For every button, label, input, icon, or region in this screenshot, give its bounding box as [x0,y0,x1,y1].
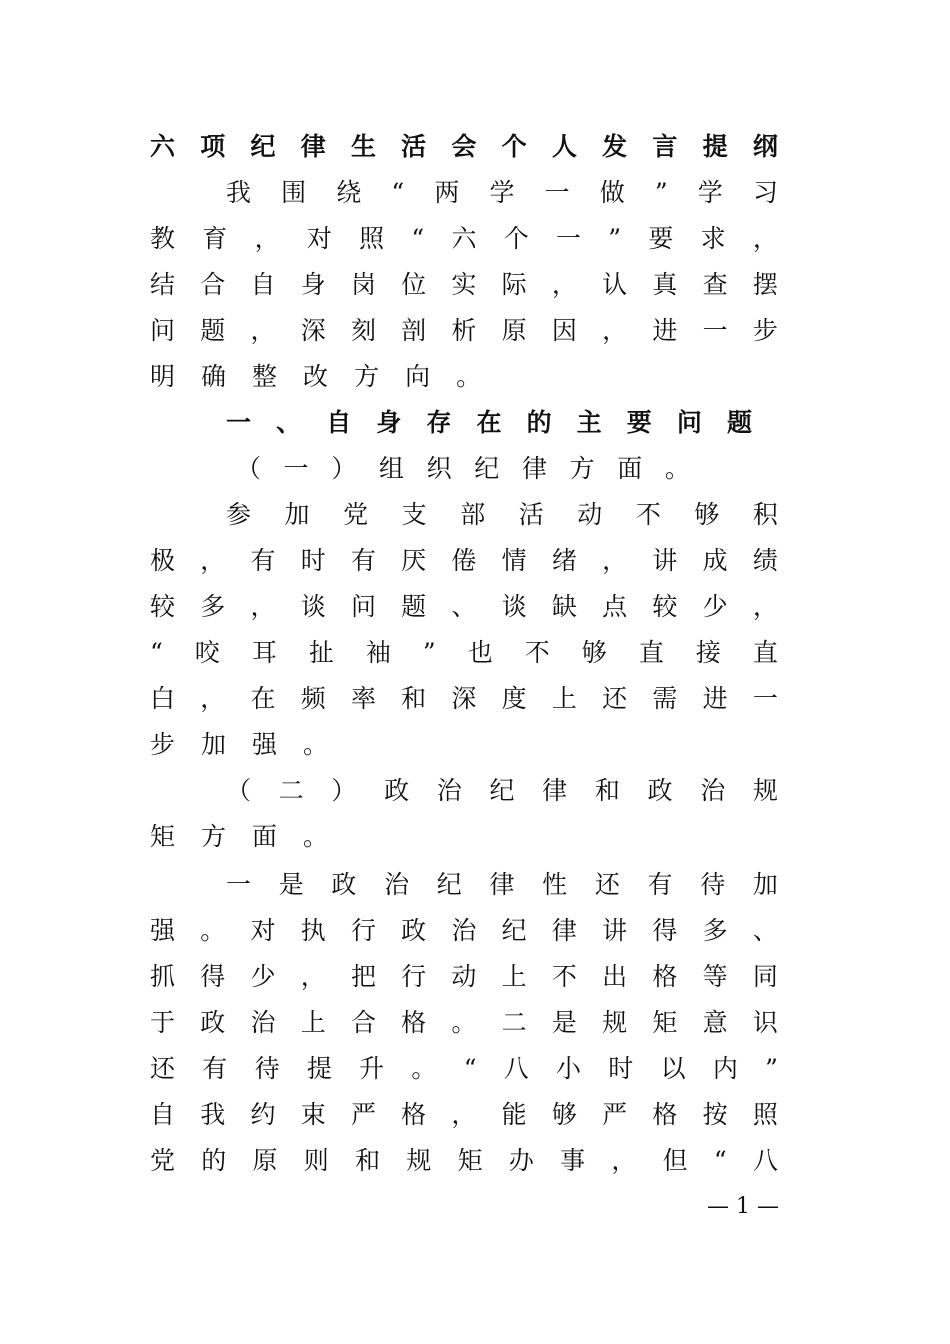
text-char: 频 [300,684,326,713]
text-char: 查 [702,270,728,299]
text-char: 岗 [350,270,376,299]
text-char: （ [226,776,252,805]
text-char: 则 [303,1146,329,1175]
text-char: 行 [350,916,376,945]
text-char: 和 [401,684,427,713]
text-char: 方 [201,822,227,851]
text-char: 问 [350,592,376,621]
text-char: 活 [401,132,427,161]
text-char: 事 [560,1146,586,1175]
text-char: 纪 [436,870,462,899]
text-char: “ [411,224,425,253]
text-char: 。 [451,1008,477,1037]
text-char: 在 [476,408,502,437]
text-char: 加 [201,730,227,759]
text-char: 够 [694,500,720,529]
text-char: 加 [284,500,310,529]
text-char: 一 [702,316,728,345]
text-char: 主 [576,408,602,437]
text-char: 治 [451,916,477,945]
text-char: 、 [276,408,302,437]
text-char: 党 [150,1146,176,1175]
text-char: 严 [602,1100,628,1129]
text-char: 方 [354,362,380,391]
text-char: 政 [200,1008,226,1037]
text-char: 抓 [150,962,176,991]
text-char: 照 [752,1100,778,1129]
text-char: “ [391,178,405,207]
text-char: ， [752,224,778,253]
text-char: 律 [489,870,515,899]
text-char: 和 [355,1146,381,1175]
text-char: 上 [551,684,577,713]
text-char: 有 [350,546,376,575]
text-char: 提 [306,1054,332,1083]
text-char: 刻 [350,316,376,345]
text-char: 实 [451,270,477,299]
text-char: 一 [544,178,570,207]
text-char: ” [422,638,436,667]
text-char: ” [765,1054,778,1083]
section-heading [226,400,752,446]
text-char: 步 [150,730,176,759]
text-char: 律 [551,916,577,945]
text-char: ， [250,592,276,621]
text-char: 绪 [551,546,577,575]
text-char: ， [551,270,577,299]
text-char: 际 [501,270,527,299]
text-char: 发 [602,132,628,161]
text-char: 两 [434,178,460,207]
text-char: 直 [638,638,664,667]
text-char: 治 [384,870,410,899]
text-char: 性 [542,870,568,899]
text-char: 纲 [752,132,778,161]
text-char: 身 [300,270,326,299]
paragraph-line [150,722,778,768]
text-char: 情 [501,546,527,575]
text-char: ） [331,454,357,483]
paragraph-line [150,354,778,400]
text-char: 二 [278,776,304,805]
text-char: 咬 [194,638,220,667]
text-char: 格 [401,1008,427,1037]
text-char: 办 [508,1146,534,1175]
text-char: 约 [250,1100,276,1129]
text-char: 意 [702,1008,728,1037]
text-char: 自 [250,270,276,299]
text-char: 政 [401,916,427,945]
text-char: 和 [594,776,620,805]
text-char: 倦 [451,546,477,575]
text-char: ， [300,962,326,991]
text-char: 上 [300,1008,326,1037]
text-char: 题 [200,316,226,345]
text-char: 得 [652,916,678,945]
text-char: 同 [752,962,778,991]
text-char: 一 [226,870,252,899]
text-char: 位 [401,270,427,299]
text-char: 缺 [551,592,577,621]
text-char: 还 [150,1054,176,1083]
text-char: 出 [602,962,628,991]
text-char: 律 [300,132,326,161]
text-char: 袖 [365,638,391,667]
text-char: 绩 [752,546,778,575]
text-char: 度 [501,684,527,713]
text-char: “ [150,638,163,667]
text-char: 政 [331,870,357,899]
text-char: 教 [150,224,176,253]
text-char: 有 [202,1054,228,1083]
text-char: 言 [652,132,678,161]
text-char: 升 [359,1054,385,1083]
text-char: 题 [401,592,427,621]
text-char: 律 [521,454,547,483]
text-char: 但 [662,1146,688,1175]
text-char: 等 [702,962,728,991]
text-char: 一 [556,224,582,253]
text-char: 认 [602,270,628,299]
text-char: 改 [303,362,329,391]
text-char: 治 [700,776,726,805]
paragraph-line [150,1000,778,1046]
text-char: 部 [460,500,486,529]
text-char: 严 [350,1100,376,1129]
text-char: ， [602,316,628,345]
text-char: 析 [451,316,477,345]
text-char: 步 [752,316,778,345]
text-char: 我 [200,1100,226,1129]
text-char: 八 [503,1054,529,1083]
text-char: 对 [250,916,276,945]
text-char: 进 [652,316,678,345]
text-char: 矩 [457,1146,483,1175]
text-char: 矩 [652,1008,678,1037]
text-char: 身 [376,408,402,437]
text-char: 是 [551,1008,577,1037]
text-char: 谈 [501,592,527,621]
text-char: “ [713,1146,727,1175]
text-char: 求 [700,224,726,253]
text-char: 束 [300,1100,326,1129]
text-char: 题 [726,408,752,437]
text-char: ， [611,1146,637,1175]
text-char: 活 [518,500,544,529]
text-char: 不 [635,500,661,529]
paragraph-line [150,954,778,1000]
text-char: 组 [378,454,404,483]
text-char: 矩 [150,822,176,851]
text-char: 。 [200,916,226,945]
text-char: 、 [451,592,477,621]
text-char: 个 [503,224,529,253]
text-char: 织 [426,454,452,483]
paragraph-line [150,908,778,954]
text-char: 问 [676,408,702,437]
text-char: 因 [551,316,577,345]
text-char: 明 [150,362,176,391]
text-char: 合 [350,1008,376,1037]
text-char: 需 [652,684,678,713]
text-char: ， [254,224,280,253]
text-char: 。 [456,362,482,391]
text-char: 纪 [489,776,515,805]
text-char: 规 [406,1146,432,1175]
text-char: 党 [343,500,369,529]
text-char: 育 [202,224,228,253]
text-char: 讲 [602,916,628,945]
text-char: 学 [489,178,515,207]
text-char: 。 [411,1054,437,1083]
text-char: 点 [602,592,628,621]
text-char: （ [236,454,262,483]
text-char: 于 [150,1008,176,1037]
text-char: 进 [702,684,728,713]
text-char: 在 [250,684,276,713]
text-char: 时 [300,546,326,575]
text-char: 的 [526,408,552,437]
text-char: 我 [226,178,252,207]
text-char: 成 [702,546,728,575]
text-char: 有 [250,546,276,575]
text-char: ， [200,546,226,575]
text-char: 多 [200,592,226,621]
text-char: 方 [569,454,595,483]
text-char: ） [331,776,357,805]
paragraph-line [150,1046,778,1092]
paragraph-line [150,216,778,262]
text-char: 规 [602,1008,628,1037]
text-char: 加 [752,870,778,899]
text-char: 待 [254,1054,280,1083]
paragraph-line [226,170,778,216]
text-char: 深 [451,684,477,713]
text-char: 提 [702,132,728,161]
text-char: 要 [626,408,652,437]
text-char: 八 [752,1146,778,1175]
text-char: 剖 [401,316,427,345]
text-char: 以 [660,1054,686,1083]
text-char: 律 [542,776,568,805]
text-char: 。 [664,454,690,483]
text-char: 不 [551,962,577,991]
paragraph-line [226,862,778,908]
text-char: 二 [501,1008,527,1037]
text-char: 问 [150,316,176,345]
text-char: 真 [652,270,678,299]
text-char: ” [608,224,622,253]
text-char: 接 [695,638,721,667]
text-char: 较 [150,592,176,621]
text-char: 执 [300,916,326,945]
text-char: 六 [150,132,176,161]
subsection-heading [226,768,778,814]
text-char: 纪 [474,454,500,483]
text-char: 还 [602,684,628,713]
text-char: 内 [712,1054,738,1083]
text-char: 人 [551,132,577,161]
text-char: 存 [426,408,452,437]
paragraph-line [150,538,778,584]
text-char: 治 [250,1008,276,1037]
text-char: 有 [647,870,673,899]
paragraph-line [150,630,778,676]
text-char: 自 [326,408,352,437]
text-char: 一 [283,454,309,483]
text-char: 。 [303,822,329,851]
text-char: 一 [752,684,778,713]
text-char: 谈 [300,592,326,621]
text-char: 白 [150,684,176,713]
text-char: 个 [501,132,527,161]
text-char: 整 [252,362,278,391]
text-char: 对 [306,224,332,253]
paragraph-line [150,308,778,354]
text-char: 生 [350,132,376,161]
text-char: 耳 [251,638,277,667]
text-char: 会 [451,132,477,161]
text-char: 少 [702,592,728,621]
text-char: 把 [350,962,376,991]
text-char: 做 [599,178,625,207]
text-char: 的 [201,1146,227,1175]
text-char: 格 [652,962,678,991]
text-char: 行 [401,962,427,991]
text-char: 较 [652,592,678,621]
text-char: 不 [524,638,550,667]
text-char: 讲 [652,546,678,575]
text-char: 原 [501,316,527,345]
paragraph-line [226,492,778,538]
text-char: 格 [652,1100,678,1129]
text-char: 纪 [250,132,276,161]
text-char: 原 [252,1146,278,1175]
text-char: ” [654,178,668,207]
subsection-heading [236,446,690,492]
text-char: 够 [551,1100,577,1129]
text-char: ， [200,684,226,713]
text-char: 够 [581,638,607,667]
text-char: 规 [752,776,778,805]
text-char: 向 [405,362,431,391]
text-char: ， [602,546,628,575]
text-char: 支 [401,500,427,529]
text-char: 积 [752,500,778,529]
subsection-heading [150,814,778,860]
paragraph-line [150,1138,778,1184]
document-title [150,124,778,170]
text-char: 动 [451,962,477,991]
text-char: 一 [226,408,252,437]
text-char: 纪 [501,916,527,945]
text-char: 待 [700,870,726,899]
text-char: 率 [350,684,376,713]
text-char: 多 [702,916,728,945]
text-char: 绕 [336,178,362,207]
text-char: ， [451,1100,477,1129]
text-char: 合 [200,270,226,299]
text-char: 六 [451,224,477,253]
text-char: 也 [467,638,493,667]
text-char: 得 [200,962,226,991]
text-char: 结 [150,270,176,299]
text-char: 强 [150,916,176,945]
text-char: 学 [697,178,723,207]
text-char: 上 [501,962,527,991]
text-char: 政 [384,776,410,805]
text-char: 治 [436,776,462,805]
page-number: — 1 — [707,1194,779,1219]
text-char: 面 [252,822,278,851]
text-char: 按 [702,1100,728,1129]
text-char: 识 [752,1008,778,1037]
text-char: 厌 [401,546,427,575]
text-char: 极 [150,546,176,575]
text-char: 能 [501,1100,527,1129]
text-char: “ [463,1054,477,1083]
text-char: 。 [303,730,329,759]
text-char: 自 [150,1100,176,1129]
text-char: 深 [300,316,326,345]
text-char: 格 [401,1100,427,1129]
paragraph-line [150,1092,778,1138]
text-char: 项 [200,132,226,161]
text-char: 强 [252,730,278,759]
text-char: 动 [577,500,603,529]
text-char: 少 [250,962,276,991]
text-char: ， [752,592,778,621]
text-char: 确 [201,362,227,391]
text-char: 照 [359,224,385,253]
text-char: 还 [594,870,620,899]
text-char: 面 [617,454,643,483]
text-char: 政 [647,776,673,805]
text-char: 小 [556,1054,582,1083]
text-char: 扯 [308,638,334,667]
text-char: 、 [752,916,778,945]
text-char: 是 [278,870,304,899]
text-char: 习 [752,178,778,207]
text-char: 要 [648,224,674,253]
text-char: 时 [608,1054,634,1083]
text-char: 围 [281,178,307,207]
text-char: 直 [752,638,778,667]
text-char: 摆 [752,270,778,299]
text-char: ， [250,316,276,345]
text-char: 参 [226,500,252,529]
paragraph-line [150,676,778,722]
paragraph-line [150,262,778,308]
paragraph-line [150,584,778,630]
